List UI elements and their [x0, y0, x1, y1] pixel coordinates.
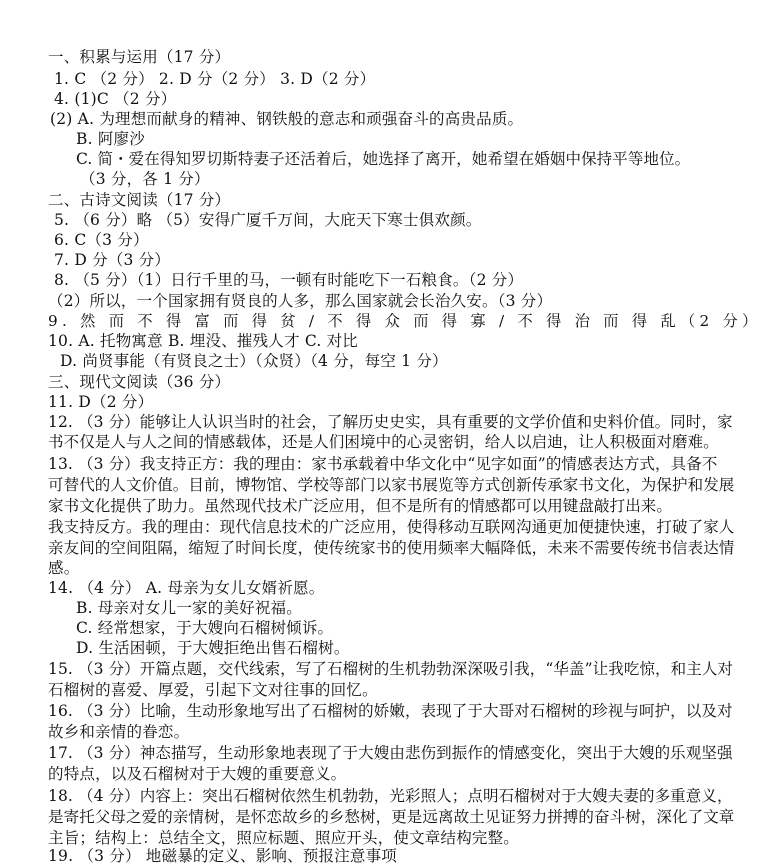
- answer-line: 1. C （2 分） 2. D 分（2 分） 3. D（2 分）: [54, 70, 376, 88]
- answer-line: (2) A. 为理想而献身的精神、钢铁般的意志和顽强奋斗的高贵品质。: [50, 110, 524, 128]
- answer-line: （3 分，各 1 分）: [80, 170, 210, 188]
- answer-line: 15. （3 分）开篇点题，交代线索，写了石榴树的生机勃勃深深吸引我，“华盖”让我吃惊，和主人对: [48, 660, 734, 678]
- section-heading-2: 二、古诗文阅读（17 分）: [48, 191, 231, 209]
- answer-line: （2）所以，一个国家拥有贤良的人多，那么国家就会长治久安。（3 分）: [48, 292, 553, 310]
- answer-line: 18. （4 分）内容上：突出石榴树依然生机勃勃，光彩照人；点明石榴树对于大嫂夫妻的多重意义，: [48, 787, 733, 805]
- answer-line: 亲友间的空间阻隔，缩短了时间长度，使传统家书的使用频率大幅降低，未来不需要传统书信表达情: [48, 539, 735, 557]
- answer-line: 我支持反方。我的理由：现代信息技术的广泛应用，使得移动互联网沟通更加便捷快速，打破了家人: [48, 518, 735, 536]
- answer-line: B. 母亲对女儿一家的美好祝福。: [76, 599, 302, 617]
- answer-line: 19. （3 分） 地磁暴的定义、影响、预报注意事项: [48, 847, 397, 865]
- answer-line: 14. （4 分） A. 母亲为女儿女婿祈愿。: [48, 579, 325, 597]
- answer-line: C. 简・爱在得知罗切斯特妻子还活着后，她选择了离开，她希望在婚姻中保持平等地位。: [76, 150, 691, 168]
- answer-line: 12. （3 分）能够让人认识当时的社会，了解历史史实，具有重要的文学价值和史料价值。同时，家: [48, 413, 733, 431]
- answer-line: 6. C（3 分）: [54, 231, 149, 249]
- answer-line: 16. （3 分）比喻，生动形象地写出了石榴树的娇嫩，表现了于大哥对石榴树的珍视与呵护，以及对: [48, 702, 733, 720]
- answer-line: 感。: [48, 559, 80, 577]
- answer-line: 可替代的人文价值。目前，博物馆、学校等部门以家书展览等方式创新传承家书文化，为保护和发展: [48, 476, 735, 494]
- answer-line: 9. 然 而 不 得 富 而 得 贫 / 不 得 众 而 得 寡 / 不 得 治 而 得 乱（2 分）: [48, 312, 762, 330]
- answer-line: 11. D（2 分）: [48, 393, 154, 411]
- answer-line: D. 尚贤事能（有贤良之士）（众贤）（4 分，每空 1 分）: [60, 352, 448, 370]
- answer-line: 书不仅是人与人之间的情感载体，还是人们困境中的心灵密钥，给人以启迪，让人积极面对磨难。: [48, 433, 719, 451]
- answer-line: 7. D 分（3 分）: [54, 251, 171, 269]
- answer-line: 石榴树的喜爱、厚爱，引起下文对往事的回忆。: [48, 681, 378, 699]
- answer-line: 5. （6 分）略 （5）安得广厦千万间，大庇天下寒士俱欢颜。: [54, 211, 482, 229]
- answer-line: 8. （5 分）（1）日行千里的马，一顿有时能吃下一石粮食。（2 分）: [54, 271, 524, 289]
- section-heading-1: 一、积累与运用（17 分）: [48, 48, 231, 66]
- answer-line: 家书文化提供了助力。虽然现代技术广泛应用，但不是所有的情感都可以用键盘敲打出来。: [48, 497, 673, 515]
- answer-line: 故乡和亲情的眷恋。: [48, 723, 190, 741]
- answer-line: 的特点，以及石榴树对于大嫂的重要意义。: [48, 765, 347, 783]
- answer-line: 是寄托父母之爱的亲情树，是怀恋故乡的乡愁树，更是远离故土见证努力拼搏的奋斗树，深化了文章: [48, 808, 735, 826]
- answer-line: 13. （3 分）我支持正方：我的理由：家书承载着中华文化中“见字如面”的情感表达方式，具备不: [48, 455, 718, 473]
- answer-line: C. 经常想家，于大嫂向石榴树倾诉。: [76, 619, 334, 637]
- answer-line: 主旨；结构上：总结全文，照应标题、照应开头，使文章结构完整。: [48, 829, 520, 847]
- section-heading-3: 三、现代文阅读（36 分）: [48, 373, 231, 391]
- answer-line: 10. A. 托物寓意 B. 埋没、摧残人才 C. 对比: [48, 332, 358, 350]
- answer-line: 4. (1)C （2 分）: [54, 90, 177, 108]
- answer-line: 17. （3 分）神态描写，生动形象地表现了于大嫂由悲伤到振作的情感变化，突出于大嫂的乐观坚强: [48, 744, 733, 762]
- answer-line: D. 生活困顿，于大嫂拒绝出售石榴树。: [76, 639, 350, 657]
- answer-line: B. 阿廖沙: [76, 130, 145, 148]
